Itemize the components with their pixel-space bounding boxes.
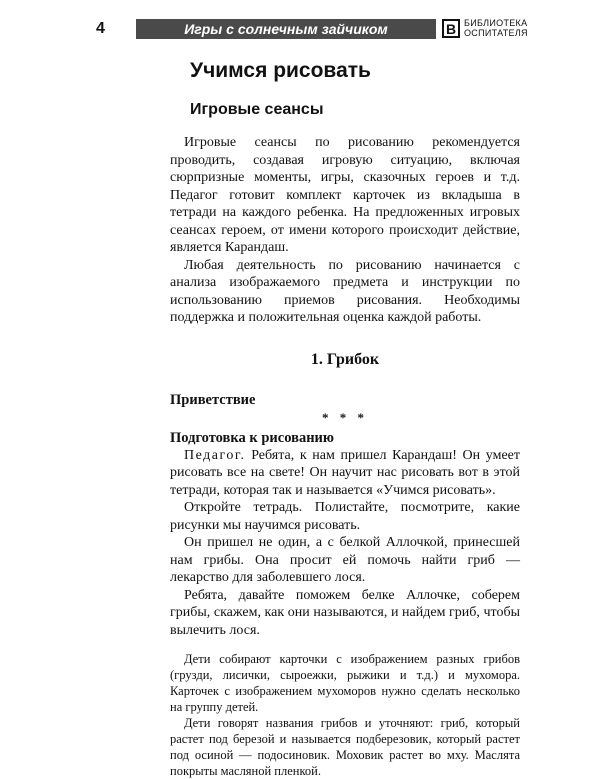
series-logo-line2: ОСПИТАТЕЛЯ [464,28,528,38]
chapter-heading: 1. Грибок [310,350,380,368]
speech-paragraph: Он пришел не один, а с белкой Аллочкой, принесшей нам грибы. Она просит ей помочь найти гриб — лекарство для заболевшего лося. [170,535,520,585]
page-title: Учимся рисовать [190,59,371,82]
intro-paragraph: Любая деятельность по рисованию начинается с анализа изображаемого предмета и инструкции по использованию приемов рисования. Необходимы поддержка и положительная оценка каждой работы. [170,257,520,325]
section-heading: Игровые сеансы [190,101,324,118]
greeting-heading: Приветствие [170,391,256,408]
speech-paragraph: Ребята, давайте поможем белке Аллочке, соберем грибы, скажем, как они называются, и найдем гриб, чтобы вылечить лося. [170,587,520,638]
intro-text [170,134,520,327]
running-title: Игры с солнечным зайчиком [136,19,436,39]
series-logo [442,18,536,40]
activity-notes [170,651,520,779]
page-number: 4 [96,20,105,37]
teacher-speech [170,447,520,640]
page-body [170,54,520,779]
series-logo-letter: В [442,19,460,38]
speech-text: Ребята, к нам пришел Карандаш! Он умеет рисовать все на свете! Он научит нас рисовать вот в этой тетради, которая так и называется «Учимся рисовать». [170,447,521,498]
note-paragraph: Дети говорят названия грибов и уточняют: гриб, который растет под березой и называется подберезовик, который растет под осиной — подосиновик. Моховик растет во мху. Маслята покрыты масляной пленкой. [170,716,520,778]
series-logo-text [464,18,528,38]
prep-heading: Подготовка к рисованию [170,429,334,446]
speaker-label: Педагог. [184,447,246,463]
running-header [96,18,532,40]
speech-paragraph: Откройте тетрадь. Полистайте, посмотрите, какие рисунки мы научимся рисовать. [170,500,520,533]
section-separator: * * * [322,409,368,425]
speech-paragraph [170,447,520,500]
note-paragraph: Дети собирают карточки с изображением разных грибов (грузди, лисички, сыроежки, рыжики и т.д.) и мухомора. Карточек с изображением мухоморов нужно сделать несколько на группу детей. [170,652,520,714]
series-logo-line1: БИБЛИОТЕКА [464,18,528,28]
intro-paragraph: Игровые сеансы по рисованию рекомендуется проводить, создавая игровую ситуацию, включая сюрпризные моменты, игры, сказочных героев и т.д. Педагог готовит комплект карточек из вкладыша в тетради на каждого ребенка. На предложенных игровых сеансах героем, от имени которого происходит действие, является Карандаш. [170,135,520,255]
